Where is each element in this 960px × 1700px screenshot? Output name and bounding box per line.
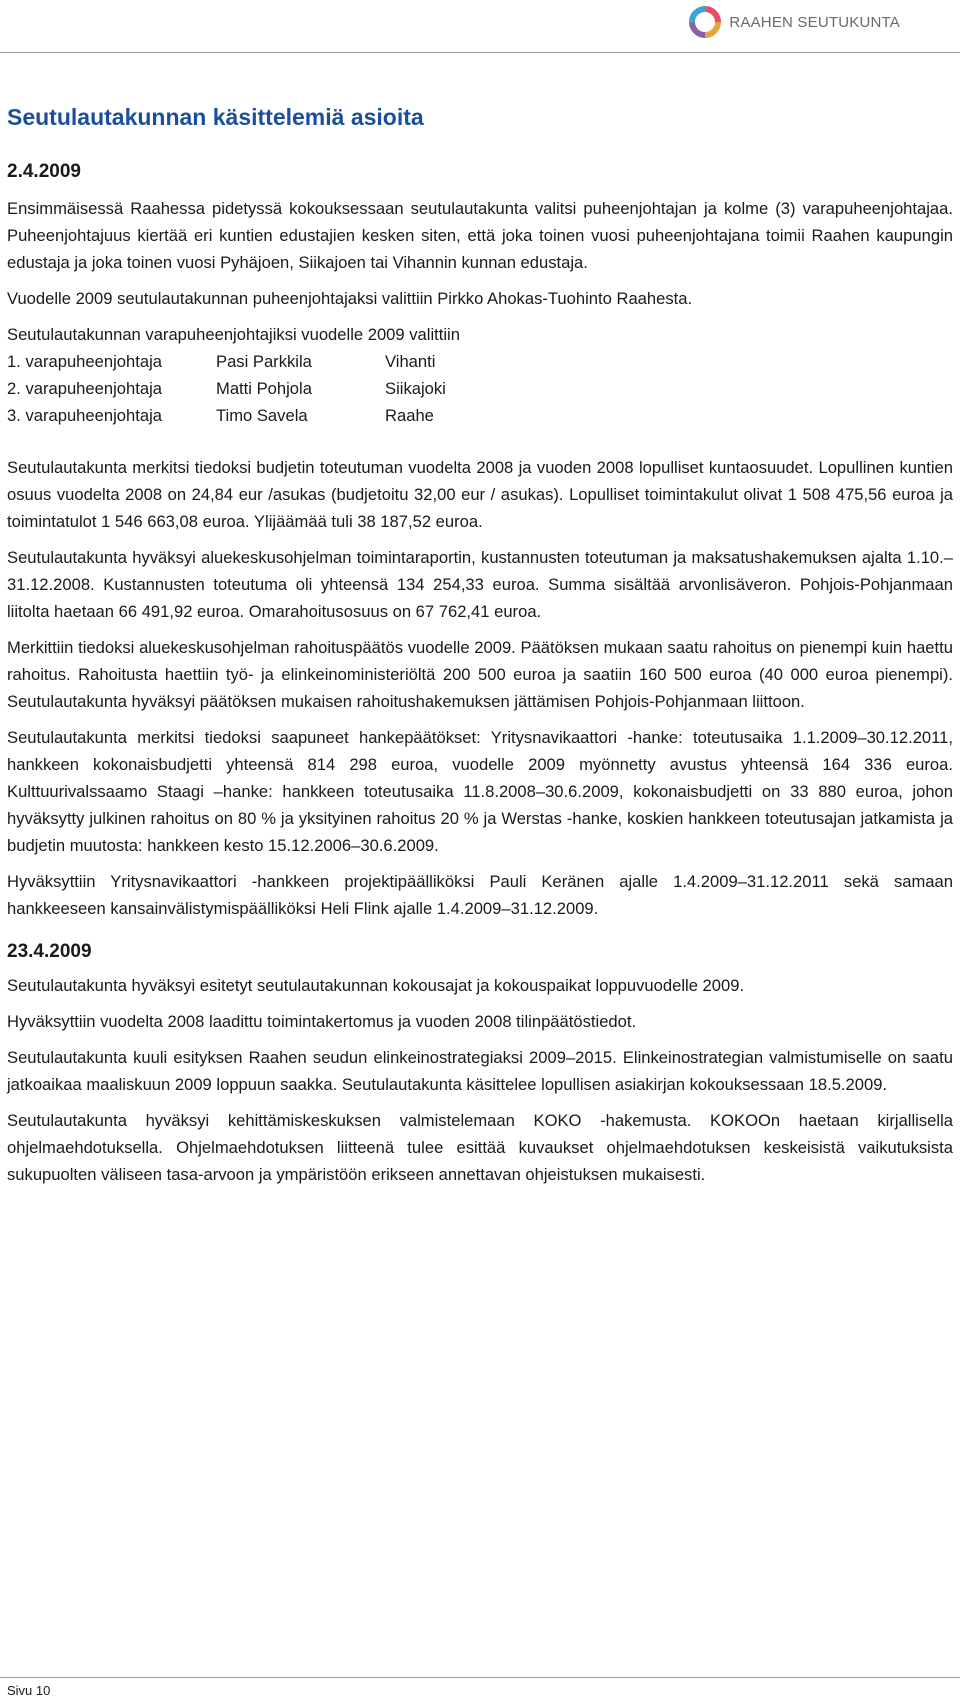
vice-chair-place: Siikajoki: [385, 379, 446, 398]
paragraph: Vuodelle 2009 seutulautakunnan puheenjohtajaksi valittiin Pirkko Ahokas-Tuohinto Raahesta.: [7, 289, 693, 308]
logo-ring-icon: [687, 4, 723, 40]
vice-chair-place: Vihanti: [385, 352, 436, 371]
meeting-date-heading: 2.4.2009: [7, 161, 81, 182]
paragraph: Hyväksyttiin vuodelta 2008 laadittu toimintakertomus ja vuoden 2008 tilinpäätöstiedot.: [7, 1012, 637, 1031]
meeting-date-heading: 23.4.2009: [7, 941, 92, 962]
vice-chair-row: [7, 375, 953, 402]
vice-chair-name: Timo Savela: [216, 406, 308, 425]
vice-chair-name: Pasi Parkkila: [216, 352, 312, 371]
logo: [687, 4, 900, 40]
paragraph: Merkittiin tiedoksi aluekeskusohjelman rahoituspäätös vuodelle 2009. Päätöksen mukaan saatu rahoitus on pienempi kuin haettu rahoitus. Rahoitusta haettiin työ- ja elinkeinoministeriöltä 200 500 euroa ja saatiin 160 500 euroa (40 000 euroa pienempi). Seutulautakunta hyväksyi päätöksen mukaisen rahoitushakemuksen jättämisen Pohjois-Pohjanmaan liittoon.: [7, 638, 953, 711]
paragraph: Seutulautakunta hyväksyi aluekeskusohjelman toimintaraportin, kustannusten toteutuman ja maksatushakemuksen ajalta 1.10.–31.12.2008. Kustannusten toteutuma oli yhteensä 134 254,33 euroa. Summa sisältää arvonlisäveron. Pohjois-Pohjanmaan liitolta haetaan 66 491,92 euroa. Omarahoitusosuus on 67 762,41 euroa.: [7, 548, 953, 621]
vice-chair-role: 2. varapuheenjohtaja: [7, 379, 162, 398]
vice-chair-role: 1. varapuheenjohtaja: [7, 352, 162, 371]
paragraph: Seutulautakunta hyväksyi esitetyt seutulautakunnan kokousajat ja kokouspaikat loppuvuodelle 2009.: [7, 976, 745, 995]
paragraph: Hyväksyttiin Yritysnavikaattori -hankkeen projektipäälliköksi Pauli Keränen ajalle 1.4.2009–31.12.2011 sekä samaan hankkeeseen kansainvälistymispäälliköksi Heli Flink ajalle 1.4.2009–31.12.2009.: [7, 872, 953, 918]
paragraph: Seutulautakunta kuuli esityksen Raahen seudun elinkeinostrategiaksi 2009–2015. Elinkeinostrategian valmistumiselle on saatu jatkoaikaa maaliskuun 2009 loppuun saakka. Seutulautakunta käsittelee lopullisen asiakirjan kokouksessaan 18.5.2009.: [7, 1048, 953, 1094]
paragraph: Seutulautakunnan varapuheenjohtajiksi vuodelle 2009 valittiin: [7, 325, 460, 344]
paragraph: Ensimmäisessä Raahessa pidetyssä kokouksessaan seutulautakunta valitsi puheenjohtajan ja kolme (3) varapuheenjohtajaa. Puheenjohtajuus kiertää eri kuntien edustajien kesken siten, että joka toinen vuosi puheenjohtajana toimii Raahen kaupungin edustaja ja joka toinen vuosi Pyhäjoen, Siikajoen tai Vihannin kunnan edustaja.: [7, 199, 953, 272]
vice-chair-place: Raahe: [385, 406, 434, 425]
page-title: Seutulautakunnan käsittelemiä asioita: [7, 104, 424, 130]
footer-divider: [0, 1677, 960, 1678]
vice-chair-row: [7, 348, 953, 375]
paragraph: Seutulautakunta merkitsi tiedoksi saapuneet hankepäätökset: Yritysnavikaattori -hanke: toteutusaika 1.1.2009–30.12.2011, hankkeen kokonaisbudjetti yhteensä 814 298 euroa, vuodelle 2009 myönnetty avustus yhteensä 164 336 euroa. Kulttuurivalssaamo Staagi –hanke: hankkeen toteutusaika 11.8.2008–30.6.2009, kokonaisbudjetti on 33 880 euroa, johon hyväksytty julkinen rahoitus on 80 % ja yksityinen rahoitus 20 % ja Werstas -hanke, koskien hankkeen toteutusajan jatkamista ja budjetin muutosta: hankkeen kesto 15.12.2006–30.6.2009.: [7, 728, 953, 855]
page-header: [0, 0, 960, 53]
vice-chair-row: [7, 402, 953, 429]
logo-text: RAAHEN SEUTUKUNTA: [729, 13, 900, 31]
vice-chair-name: Matti Pohjola: [216, 379, 312, 398]
page-number: Sivu 10: [7, 1683, 51, 1698]
main-content: [7, 100, 953, 1188]
paragraph: Seutulautakunta hyväksyi kehittämiskeskuksen valmistelemaan KOKO -hakemusta. KOKOOn haetaan kirjallisella ohjelmaehdotuksella. Ohjelmaehdotuksen liitteenä tulee esittää kuvaukset ohjelmaehdotuksen keskeisistä vaikutuksista sukupuolten väliseen tasa-arvoon ja ympäristöön erikseen annettavan ohjeistuksen mukaisesti.: [7, 1111, 953, 1184]
vice-chair-list: [7, 348, 953, 429]
vice-chair-role: 3. varapuheenjohtaja: [7, 406, 162, 425]
paragraph: Seutulautakunta merkitsi tiedoksi budjetin toteutuman vuodelta 2008 ja vuoden 2008 lopulliset kuntaosuudet. Lopullinen kuntien osuus vuodelta 2008 on 24,84 eur /asukas (budjetoitu 32,00 eur / asukas). Lopulliset toimintakulut olivat 1 508 475,56 euroa ja toimintatulot 1 546 663,08 euroa. Ylijäämää tuli 38 187,52 euroa.: [7, 458, 953, 531]
